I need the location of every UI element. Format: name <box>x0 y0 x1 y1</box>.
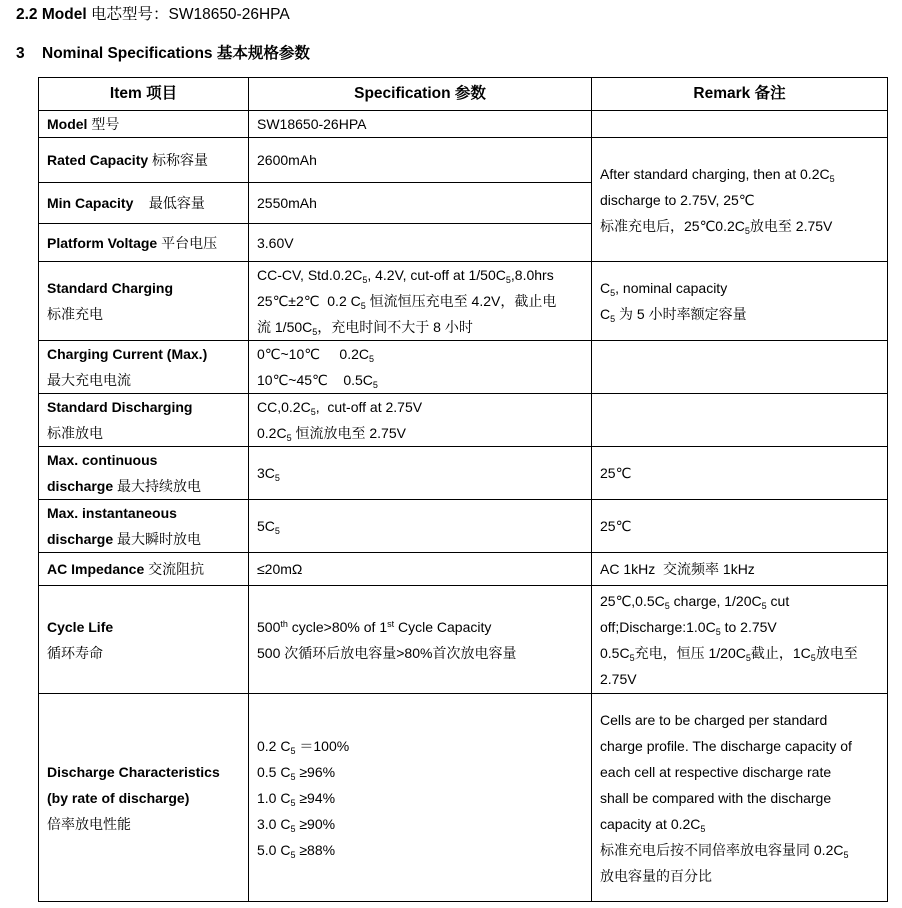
spec-cell: SW18650-26HPA <box>249 111 592 138</box>
table-header-row <box>39 78 888 111</box>
remark-cell: AC 1kHz 交流频率 1kHz <box>592 553 888 586</box>
spec-cell: $CC,0.2C_5$, cut-off at 2.75V $0.2C_5$ 恒流放电至 2.75V <box>249 394 592 447</box>
remark-cell <box>592 394 888 447</box>
table-row-standard-discharging <box>39 394 888 447</box>
table-row-cycle-life <box>39 586 888 694</box>
spec-cell: 500th cycle>80% of 1st Cycle Capacity 500 次循环后放电容量>80%首次放电容量 <box>249 586 592 694</box>
table-row-ac-impedance <box>39 553 888 586</box>
remark-cell: 25℃ <box>592 500 888 553</box>
remark-cell: Cells are to be charged per standard charge profile. The discharge capacity of each cell at respective discharge rate shall be compared with the discharge capacity at $0.2C_5$ 标准充电后按不同倍率放电容量同 $0.2C_5$ 放电容量的百分比 <box>592 694 888 902</box>
spec-cell: CC-CV, $Std.0.2C_5$, 4.2V, cut-off at $1/50C_5,8.0hrs$ 25℃±2℃ 0.2 $C_5$ 恒流恒压充电至 4.2V，截止电 流 $1/50C_5$，充电时间不大于 8 小时 <box>249 262 592 341</box>
rate-item: 3.0 $C_5 \ge 90\%$ <box>257 815 336 834</box>
table-row-model <box>39 111 888 138</box>
table-row-discharge-characteristics <box>39 694 888 902</box>
spec-cell: 2600mAh <box>249 138 592 183</box>
item-cell: Max. instantaneous discharge 最大瞬时放电 <box>39 500 249 553</box>
table-row-rated-capacity <box>39 138 888 183</box>
remark-cell: $25℃,0.5C_5$ charge, $1/20C_5$ cut $off;Discharge:1.0C_5$ to 2.75V $0.5C_5$充电，恒压 $1/20C_5$截止，$1C_5$放电至 2.75V <box>592 586 888 694</box>
table-row-standard-charging <box>39 262 888 341</box>
header-remark: Remark 备注 <box>592 78 888 111</box>
item-cell: Standard Charging 标准充电 <box>39 262 249 341</box>
table-row-charging-current <box>39 341 888 394</box>
spec-cell <box>249 694 592 902</box>
rate-item: 0.2 $C_5 =100\%$ <box>257 737 350 756</box>
item-cell: Platform Voltage 平台电压 <box>39 224 249 262</box>
item-cell: Min Capacity 最低容量 <box>39 183 249 224</box>
spec-cell: 3.60V <box>249 224 592 262</box>
item-cell: AC Impedance 交流阻抗 <box>39 553 249 586</box>
model-heading-label-cn: 电芯型号： <box>90 6 169 23</box>
item-cell: Model 型号 <box>39 111 249 138</box>
remark-cell: $C_5$, nominal capacity $C_5$ 为 5 小时率额定容量 <box>592 262 888 341</box>
table-row-max-instantaneous <box>39 500 888 553</box>
spec-cell: 2550mAh <box>249 183 592 224</box>
rate-item: 0.5 $C_5 \ge 96\%$ <box>257 763 336 782</box>
spec-cell: ≤20mΩ <box>249 553 592 586</box>
item-cell: Max. continuous discharge 最大持续放电 <box>39 447 249 500</box>
model-heading <box>16 2 290 24</box>
spec-cell: $5C_5$ <box>249 500 592 553</box>
header-spec: Specification 参数 <box>249 78 592 111</box>
item-cell: Cycle Life 循环寿命 <box>39 586 249 694</box>
remark-cell <box>592 111 888 138</box>
model-heading-value: SW18650-26HPA <box>168 6 290 23</box>
model-heading-number: 2.2 <box>16 6 38 23</box>
spec-cell: $3C_5$ <box>249 447 592 500</box>
table-row-max-continuous <box>39 447 888 500</box>
remark-cell: 25℃ <box>592 447 888 500</box>
rate-item: 1.0 $C_5 \ge 94\%$ <box>257 789 336 808</box>
nominal-spec-table <box>38 77 888 902</box>
remark-cell <box>592 341 888 394</box>
spec-cell: 0℃~10℃ $0.2C_5$ 10℃~45℃ $0.5C_5$ <box>249 341 592 394</box>
model-heading-label: Model <box>41 6 87 23</box>
rate-item: 5.0 $C_5 \ge 88\%$ <box>257 841 336 860</box>
item-cell: Charging Current (Max.) 最大充电电流 <box>39 341 249 394</box>
item-cell: Rated Capacity 标称容量 <box>39 138 249 183</box>
spec-heading <box>16 41 310 63</box>
spec-heading-number: 3 <box>16 45 25 62</box>
spec-heading-title: Nominal Specifications 基本规格参数 <box>42 45 310 62</box>
remark-cell-capacity-group: After standard charging, then at $0.2C_5$ discharge to 2.75V, 25℃ 标准充电后，$25℃0.2C_5$放电至 2.75V <box>592 138 888 262</box>
item-cell: Discharge Characteristics (by rate of discharge) 倍率放电性能 <box>39 694 249 902</box>
header-item: Item 项目 <box>39 78 249 111</box>
item-cell: Standard Discharging 标准放电 <box>39 394 249 447</box>
